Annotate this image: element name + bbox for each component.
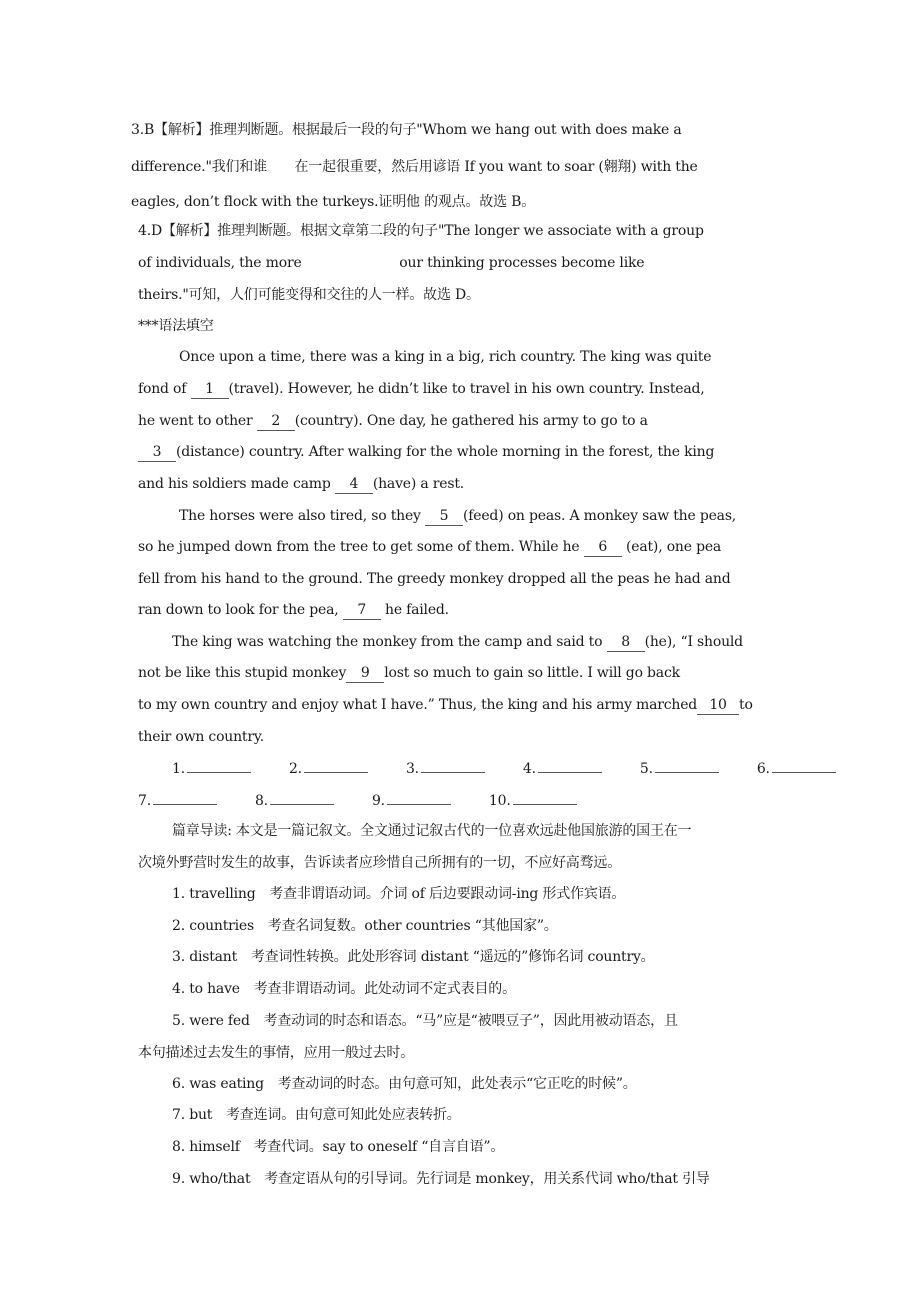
answer-explanation-3: 3. distant 考查词性转换。此处形容词 distant “遥远的”修饰名词 country。 [172, 949, 655, 965]
passage-text: (travel). However, he didn’t like to travel in his own country. Instead, [228, 381, 705, 397]
answer-slot [172, 758, 251, 779]
passage-text: (feed) on peas. A monkey saw the peas, [463, 508, 737, 524]
answer-slot [757, 758, 836, 779]
cloze-blank-5[interactable]: 5 [425, 508, 463, 526]
passage-line [138, 695, 753, 715]
answer-slot-line[interactable] [421, 758, 485, 773]
answer-explanation-4: 4. to have 考查非谓语动词。此处动词不定式表目的。 [172, 981, 516, 997]
passage-guide-line2: 次境外野营时发生的故事，告诉读者应珍惜自己所拥有的一切，不应好高骛远。 [138, 855, 621, 871]
passage-text: (he), “I should [644, 634, 743, 650]
answer-explanation-1: 1. travelling 考查非谓语动词。介词 of 后边要跟动词-ing 形式作宾语。 [172, 886, 626, 902]
passage-text: their own country. [138, 729, 264, 745]
answer-slot [255, 790, 334, 811]
answer-explanation-9: 9. who/that 考查定语从句的引导词。先行词是 monkey，用关系代词 who/that 引导 [172, 1171, 710, 1187]
answer-explanation-5: 5. were fed 考查动词的时态和语态。“马”应是“被喂豆子”，因此用被动语态，且 [172, 1013, 678, 1029]
answer-slot [640, 758, 719, 779]
answer-slot-line[interactable] [187, 758, 251, 773]
answer-blanks-row1 [172, 758, 874, 779]
passage-line [138, 442, 714, 462]
answer-explanation-2: 2. countries 考查名词复数。other countries “其他国家”。 [172, 918, 558, 934]
analysis-q4-line3: theirs."可知，人们可能变得和交往的人一样。故选 D。 [138, 287, 480, 303]
answer-slot-label: 5. [639, 761, 653, 777]
answer-slot-line[interactable] [513, 790, 577, 805]
answer-slot [523, 758, 602, 779]
answer-slot [406, 758, 485, 779]
answer-slot [289, 758, 368, 779]
answer-slot [372, 790, 451, 811]
answer-slot-label: 1. [172, 761, 185, 777]
passage-text: (country). One day, he gathered his army to go to a [294, 413, 648, 429]
cloze-blank-2[interactable]: 2 [257, 413, 295, 431]
cloze-blank-8[interactable]: 8 [607, 634, 645, 652]
passage-text: The horses were also tired, so they [179, 508, 426, 524]
analysis-q4-line2: of individuals, the more our thinking processes become like [138, 255, 645, 271]
answer-explanation-7: 7. but 考查连词。由句意可知此处应表转折。 [172, 1107, 461, 1123]
passage-text: and his soldiers made camp [138, 476, 335, 492]
passage-text: fell from his hand to the ground. The greedy monkey dropped all the peas he had and [138, 571, 731, 587]
answer-slot [138, 790, 217, 811]
passage-text: fond of [138, 381, 191, 397]
answer-explanation-6: 6. was eating 考查动词的时态。由句意可知，此处表示“它正吃的时候”。 [172, 1076, 637, 1092]
passage-line [138, 379, 705, 399]
cloze-blank-3[interactable]: 3 [138, 444, 176, 462]
analysis-q4-line1: 4.D【解析】推理判断题。根据文章第二段的句子"The longer we associate with a group [138, 223, 704, 239]
cloze-blank-6[interactable]: 6 [584, 539, 622, 557]
answer-blanks-row2 [138, 790, 615, 811]
passage-text: Once upon a time, there was a king in a big, rich country. The king was quite [179, 349, 712, 365]
answer-slot-label: 2. [288, 761, 302, 777]
passage-line [138, 569, 730, 589]
passage-text: so he jumped down from the tree to get some of them. While he [138, 539, 584, 555]
passage-line [138, 727, 264, 747]
answer-slot-label: 6. [756, 761, 770, 777]
section-title: ***语法填空 [138, 318, 214, 334]
passage-text: lost so much to gain so little. I will go back [384, 665, 680, 681]
cloze-blank-1[interactable]: 1 [191, 381, 229, 399]
analysis-q3-line2: difference."我们和谁 在一起很重要，然后用谚语 If you want to soar (翱翔) with the [131, 159, 698, 175]
passage-line [172, 632, 743, 652]
answer-slot-line[interactable] [387, 790, 451, 805]
cloze-blank-4[interactable]: 4 [335, 476, 373, 494]
answer-explanation-8: 8. himself 考查代词。say to oneself “自言自语”。 [172, 1139, 505, 1155]
answer-slot-line[interactable] [538, 758, 602, 773]
cloze-blank-10[interactable]: 10 [697, 697, 739, 715]
answer-slot-label: 10. [488, 793, 511, 809]
answer-slot-line[interactable] [304, 758, 368, 773]
answer-slot-line[interactable] [153, 790, 217, 805]
passage-text: (have) a rest. [372, 476, 465, 492]
passage-line [138, 600, 449, 620]
passage-line [179, 347, 711, 367]
passage-line [138, 537, 721, 557]
passage-line [138, 411, 648, 431]
answer-slot [489, 790, 577, 811]
cloze-blank-7[interactable]: 7 [343, 602, 381, 620]
answer-slot-line[interactable] [270, 790, 334, 805]
answer-slot-label: 3. [405, 761, 419, 777]
passage-text: he went to other [138, 413, 257, 429]
passage-text: The king was watching the monkey from the camp and said to [172, 634, 607, 650]
answer-slot-label: 8. [254, 793, 268, 809]
analysis-q3-line1: 3.B【解析】推理判断题。根据最后一段的句子"Whom we hang out with does make a [131, 122, 682, 138]
answer-slot-label: 7. [138, 793, 151, 809]
answer-slot-line[interactable] [772, 758, 836, 773]
answer-slot-label: 4. [522, 761, 536, 777]
analysis-q3-line3: eagles, don’t flock with the turkeys.证明他 的观点。故选 B。 [131, 194, 536, 210]
passage-line [138, 663, 680, 683]
passage-line [179, 506, 736, 526]
passage-text: he failed. [380, 602, 449, 618]
passage-text: not be like this stupid monkey [138, 665, 347, 681]
passage-text: (distance) country. After walking for the whole morning in the forest, the king [176, 444, 715, 460]
passage-text: to [739, 697, 753, 713]
answer-slot-label: 9. [371, 793, 385, 809]
passage-line [138, 474, 464, 494]
passage-text: to my own country and enjoy what I have.” Thus, the king and his army marched [138, 697, 698, 713]
cloze-blank-9[interactable]: 9 [346, 665, 384, 683]
answer-explanation-5: 本句描述过去发生的事情，应用一般过去时。 [138, 1045, 414, 1061]
passage-guide-line1: 篇章导读: 本文是一篇记叙文。全文通过记叙古代的一位喜欢远赴他国旅游的国王在一 [172, 823, 692, 839]
passage-text: ran down to look for the pea, [138, 602, 343, 618]
passage-text: (eat), one pea [621, 539, 722, 555]
answer-slot-line[interactable] [655, 758, 719, 773]
